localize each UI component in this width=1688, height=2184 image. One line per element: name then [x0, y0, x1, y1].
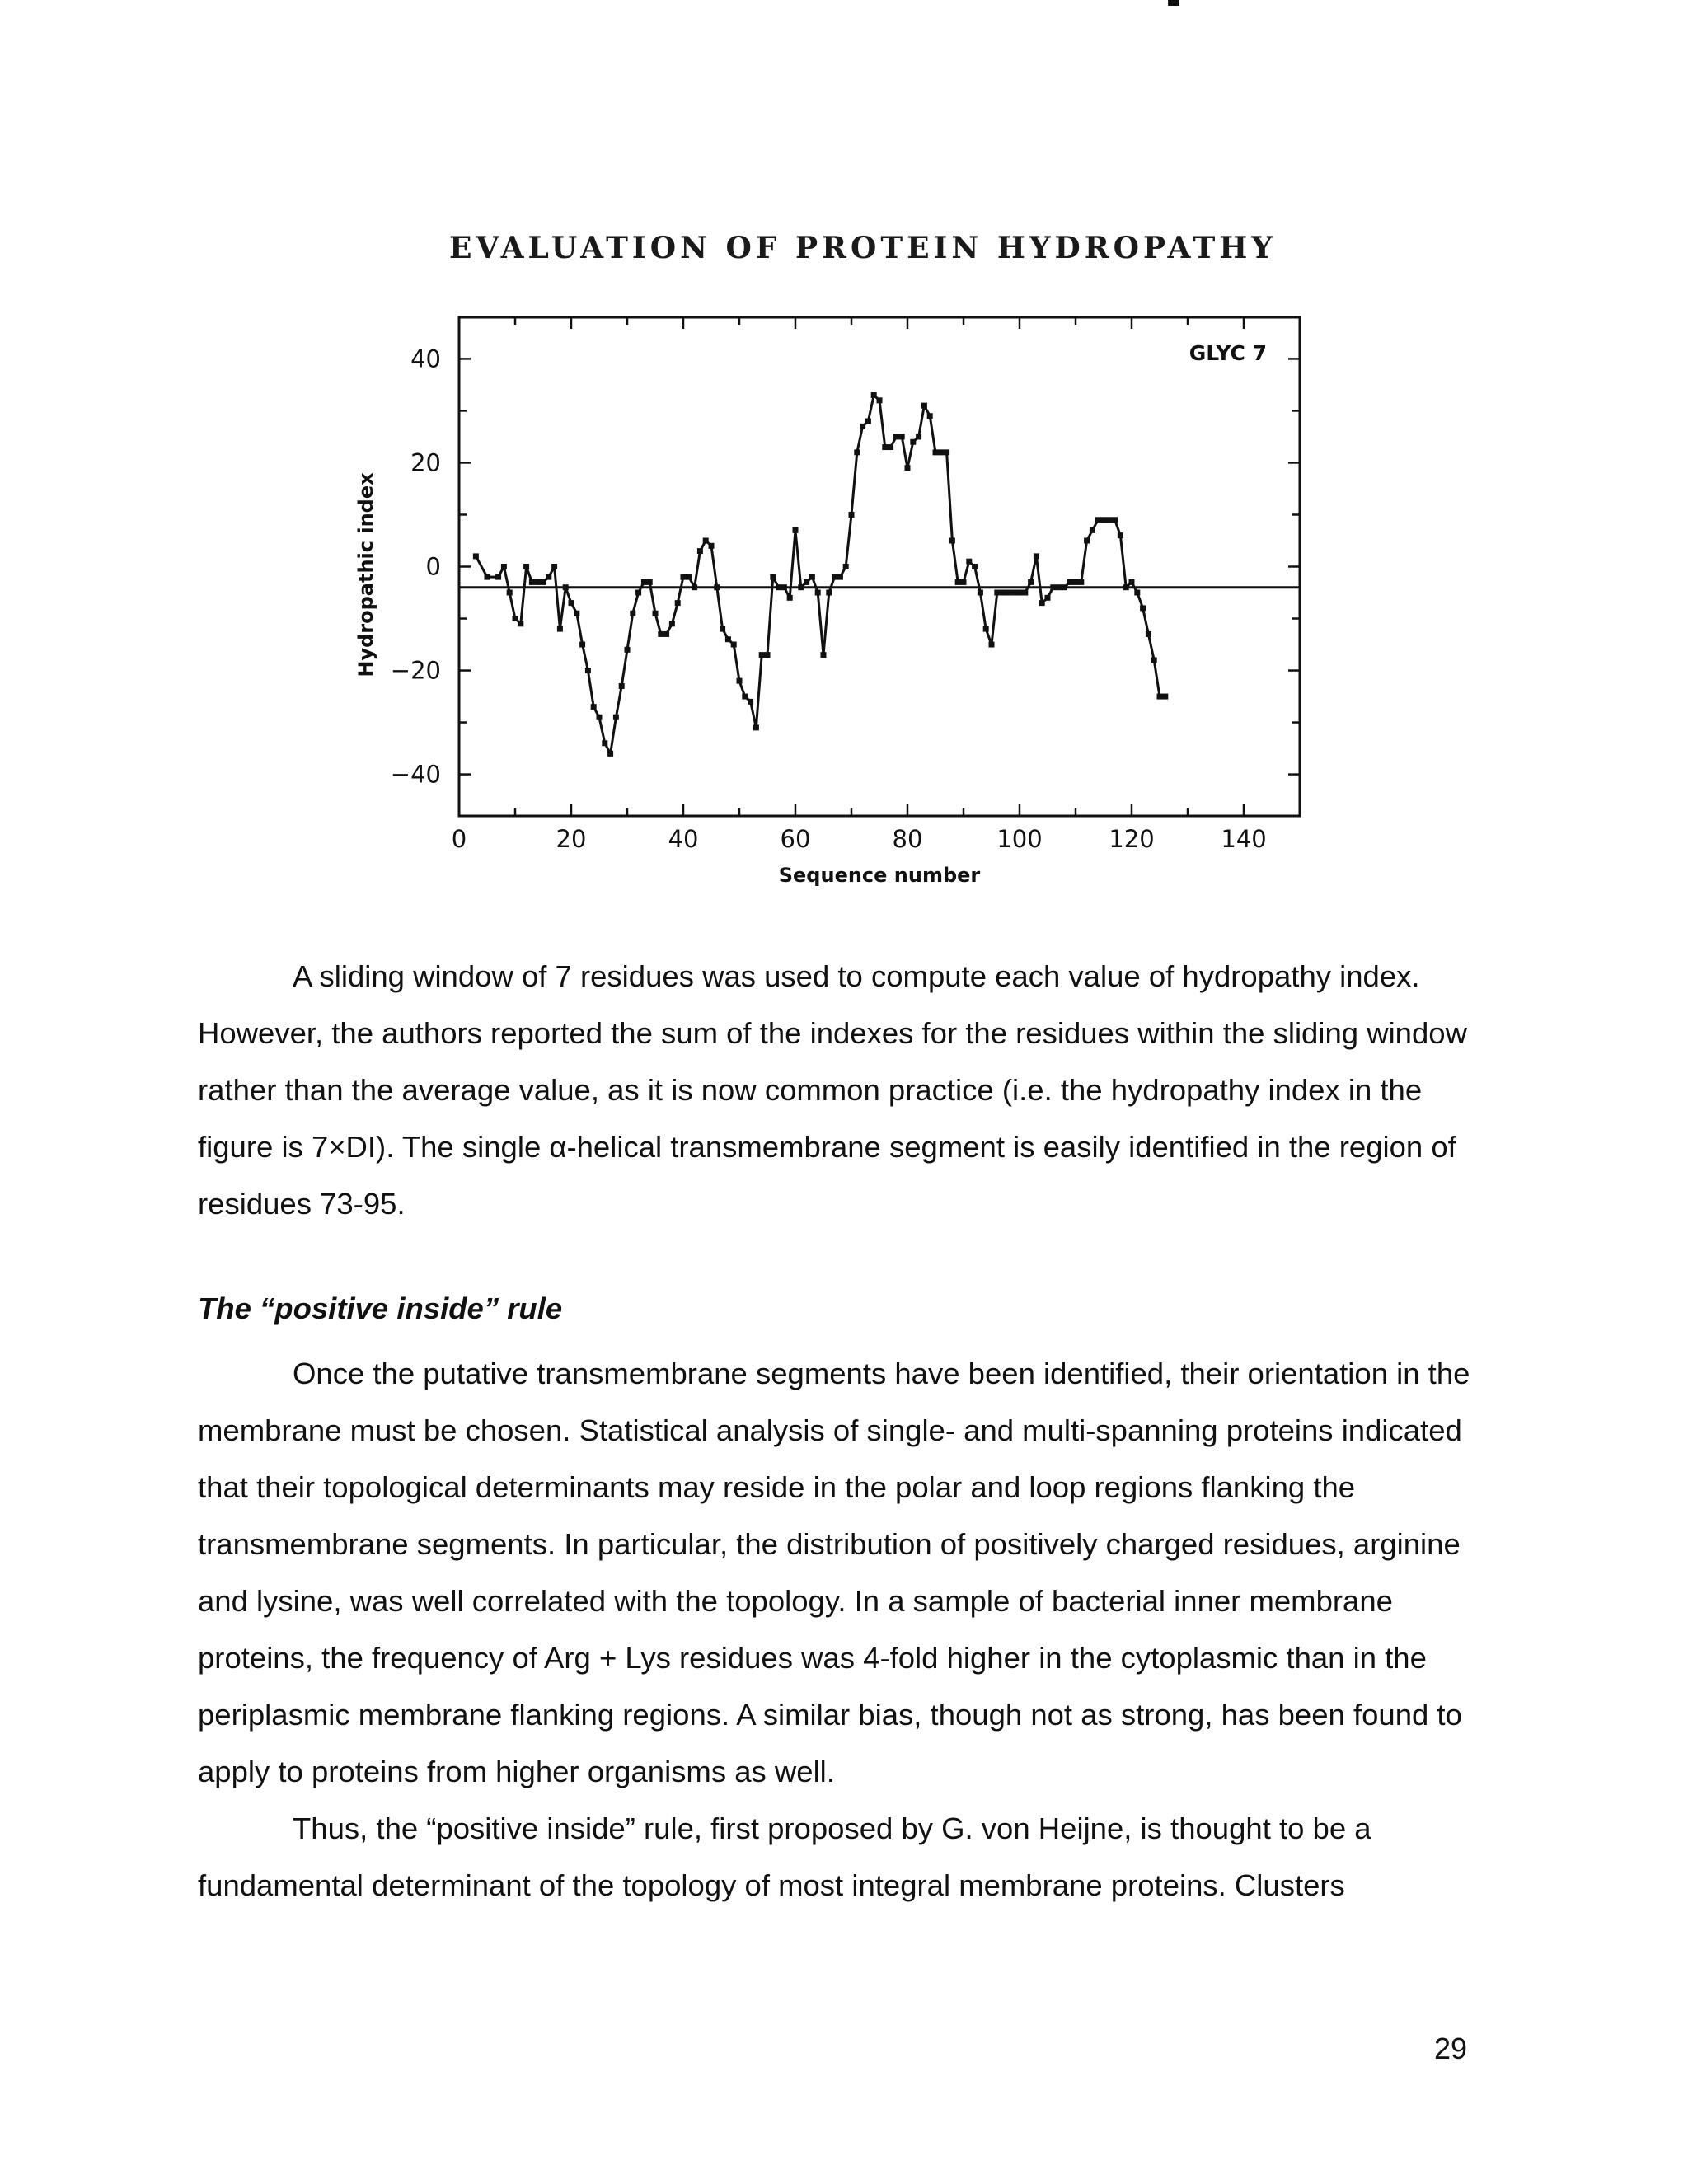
data-point [944, 449, 950, 455]
x-tick-label: 20 [556, 825, 587, 853]
paragraph-positive-inside: Thus, the “positive inside” rule, first proposed by G. von Heijne, is thought to be a fundamental determinant of the topology of most integral membrane proteins. Clusters [198, 1811, 1372, 1902]
data-point [798, 584, 804, 590]
data-point [989, 642, 995, 648]
data-point [1022, 590, 1028, 596]
data-point [1090, 527, 1095, 533]
figure-page-header: EVALUATION OF PROTEIN HYDROPATHY [449, 231, 1277, 265]
data-point [725, 636, 731, 642]
data-point [653, 611, 659, 616]
data-point [1123, 584, 1129, 590]
series-label: GLYC 7 [1189, 341, 1267, 365]
data-point [804, 579, 809, 585]
data-point [692, 584, 697, 590]
paragraph-block-1 [198, 948, 1484, 1232]
data-point [759, 652, 765, 658]
data-point [1050, 584, 1056, 590]
y-tick-label: 20 [410, 448, 441, 477]
data-point [1112, 517, 1118, 523]
y-tick-label: 40 [410, 344, 441, 373]
data-point [983, 626, 989, 632]
x-tick-label: 60 [780, 825, 811, 853]
data-point [1095, 517, 1101, 523]
data-point [787, 595, 793, 601]
hydropathy-chart [0, 0, 1688, 948]
data-point [731, 642, 737, 648]
data-point [1078, 579, 1084, 585]
data-point [938, 449, 944, 455]
x-tick-label: 40 [668, 825, 699, 853]
data-point [697, 548, 703, 554]
paragraph-block-2 [198, 1345, 1484, 1914]
chart-marks [459, 0, 1300, 757]
data-point [849, 512, 855, 518]
data-point [663, 631, 669, 637]
data-point [501, 564, 507, 569]
data-point [966, 559, 972, 565]
data-point [485, 574, 490, 580]
chart-labels [354, 341, 1267, 887]
paragraph-sliding-window: A sliding window of 7 residues was used to compute each value of hydropathy index. However, the authors reported the sum of the indexes for the residues within the sliding window rather than the average value, as it is now common practice (i.e. the hydropathy index in the figure is 7×DI). The single α-helical transmembrane segment is easily identified in the region of residues 73-95. [198, 959, 1467, 1221]
y-tick-label: −20 [390, 656, 441, 685]
x-tick-label: 100 [996, 825, 1043, 853]
data-point [1073, 579, 1079, 585]
data-point [535, 579, 541, 585]
data-point [1162, 694, 1168, 700]
data-point [613, 715, 619, 720]
data-point [529, 579, 535, 585]
data-point [1101, 517, 1107, 523]
data-point [1000, 590, 1006, 596]
data-point [972, 564, 978, 569]
data-point [770, 574, 776, 580]
data-point [1045, 595, 1051, 601]
data-point [865, 419, 871, 424]
data-point [1006, 590, 1011, 596]
plot-frame [459, 317, 1300, 816]
paragraph-orientation: Once the putative transmembrane segments have been identified, their orientation in the membrane must be chosen. Statistical analysis of single- and multi-spanning proteins indicated that their topological determinants may reside in the polar and loop regions flanking the transmembrane segments. In particular, the distribution of positively charged residues, arginine and lysine, was well correlated with the topology. In a sample of bacterial inner membrane proteins, the frequency of Arg + Lys residues was 4-fold higher in the cytoplasmic than in the periplasmic membrane flanking regions. A similar bias, though not as strong, has been found to apply to proteins from higher organisms as well. [198, 1357, 1470, 1788]
data-point [1056, 584, 1062, 590]
data-point [955, 579, 961, 585]
data-point [1146, 631, 1151, 637]
page-number: 29 [1434, 2032, 1468, 2065]
data-point [832, 574, 837, 580]
data-point [742, 694, 748, 700]
data-point [1134, 590, 1140, 596]
data-point [1118, 532, 1123, 538]
data-point [843, 564, 849, 569]
data-point [854, 449, 860, 455]
data-point [703, 537, 709, 543]
data-point [950, 537, 955, 543]
data-point [1039, 600, 1045, 606]
data-point [961, 579, 967, 585]
data-point [720, 626, 725, 632]
x-tick-label: 0 [451, 825, 467, 853]
data-point [1174, 0, 1179, 6]
data-point [877, 397, 883, 403]
data-point [1011, 590, 1017, 596]
data-point [978, 590, 983, 596]
data-point [776, 584, 781, 590]
data-point [753, 724, 759, 730]
data-point [669, 621, 675, 626]
series-line [476, 396, 1165, 754]
data-point [557, 626, 563, 632]
data-point [569, 600, 574, 606]
x-tick-label: 140 [1221, 825, 1267, 853]
data-point [1067, 579, 1073, 585]
data-point [765, 652, 771, 658]
data-point [686, 574, 692, 580]
x-tick-label: 80 [892, 825, 923, 853]
data-point [585, 668, 591, 673]
x-axis-title: Sequence number [778, 864, 981, 887]
data-point [860, 424, 865, 429]
data-point [921, 403, 927, 409]
data-point [619, 683, 625, 689]
data-point [495, 574, 501, 580]
data-point [641, 579, 647, 585]
data-point [597, 715, 603, 720]
data-point [523, 564, 529, 569]
data-point [1028, 579, 1034, 585]
data-point [551, 564, 557, 569]
data-point [607, 751, 613, 757]
y-tick-label: −40 [390, 760, 441, 789]
data-point [927, 413, 933, 419]
section-heading: The “positive inside” rule [198, 1291, 563, 1325]
data-point [1157, 694, 1163, 700]
data-point [837, 574, 843, 580]
data-point [916, 434, 921, 439]
y-tick-label: 0 [425, 552, 441, 581]
data-point [630, 611, 635, 616]
data-point [737, 678, 743, 684]
data-point [473, 553, 479, 559]
data-point [793, 527, 799, 533]
data-point [625, 647, 631, 653]
data-point [675, 600, 681, 606]
data-point [602, 740, 607, 746]
data-point [1129, 579, 1135, 585]
data-point [647, 579, 653, 585]
x-tick-label: 120 [1109, 825, 1155, 853]
data-point [905, 465, 911, 471]
data-point [513, 616, 518, 621]
data-point [994, 590, 1000, 596]
data-point [563, 584, 569, 590]
data-point [1168, 0, 1174, 6]
data-point [574, 611, 579, 616]
data-point [635, 590, 641, 596]
data-point [781, 584, 787, 590]
data-point [579, 642, 585, 648]
data-point [1151, 657, 1157, 663]
data-point [658, 631, 663, 637]
data-point [1084, 537, 1090, 543]
data-point [1017, 590, 1023, 596]
data-point [893, 434, 899, 439]
data-point [709, 543, 715, 549]
data-point [826, 590, 832, 596]
data-point [1140, 605, 1146, 611]
data-point [681, 574, 687, 580]
data-point [714, 584, 720, 590]
data-point [1106, 517, 1112, 523]
data-point [748, 699, 753, 705]
data-point [809, 574, 815, 580]
data-point [871, 392, 877, 398]
data-point [815, 590, 821, 596]
data-point [888, 444, 893, 450]
data-point [1034, 553, 1039, 559]
data-point [507, 590, 513, 596]
data-point [541, 579, 546, 585]
data-point [591, 704, 597, 710]
chart-axes [459, 317, 1300, 816]
data-point [821, 652, 827, 658]
data-point [518, 621, 523, 626]
data-point [882, 444, 888, 450]
data-point [1062, 584, 1067, 590]
data-point [546, 574, 551, 580]
data-point [910, 439, 916, 445]
data-point [899, 434, 905, 439]
y-axis-title: Hydropathic index [354, 472, 377, 677]
data-point [933, 449, 939, 455]
